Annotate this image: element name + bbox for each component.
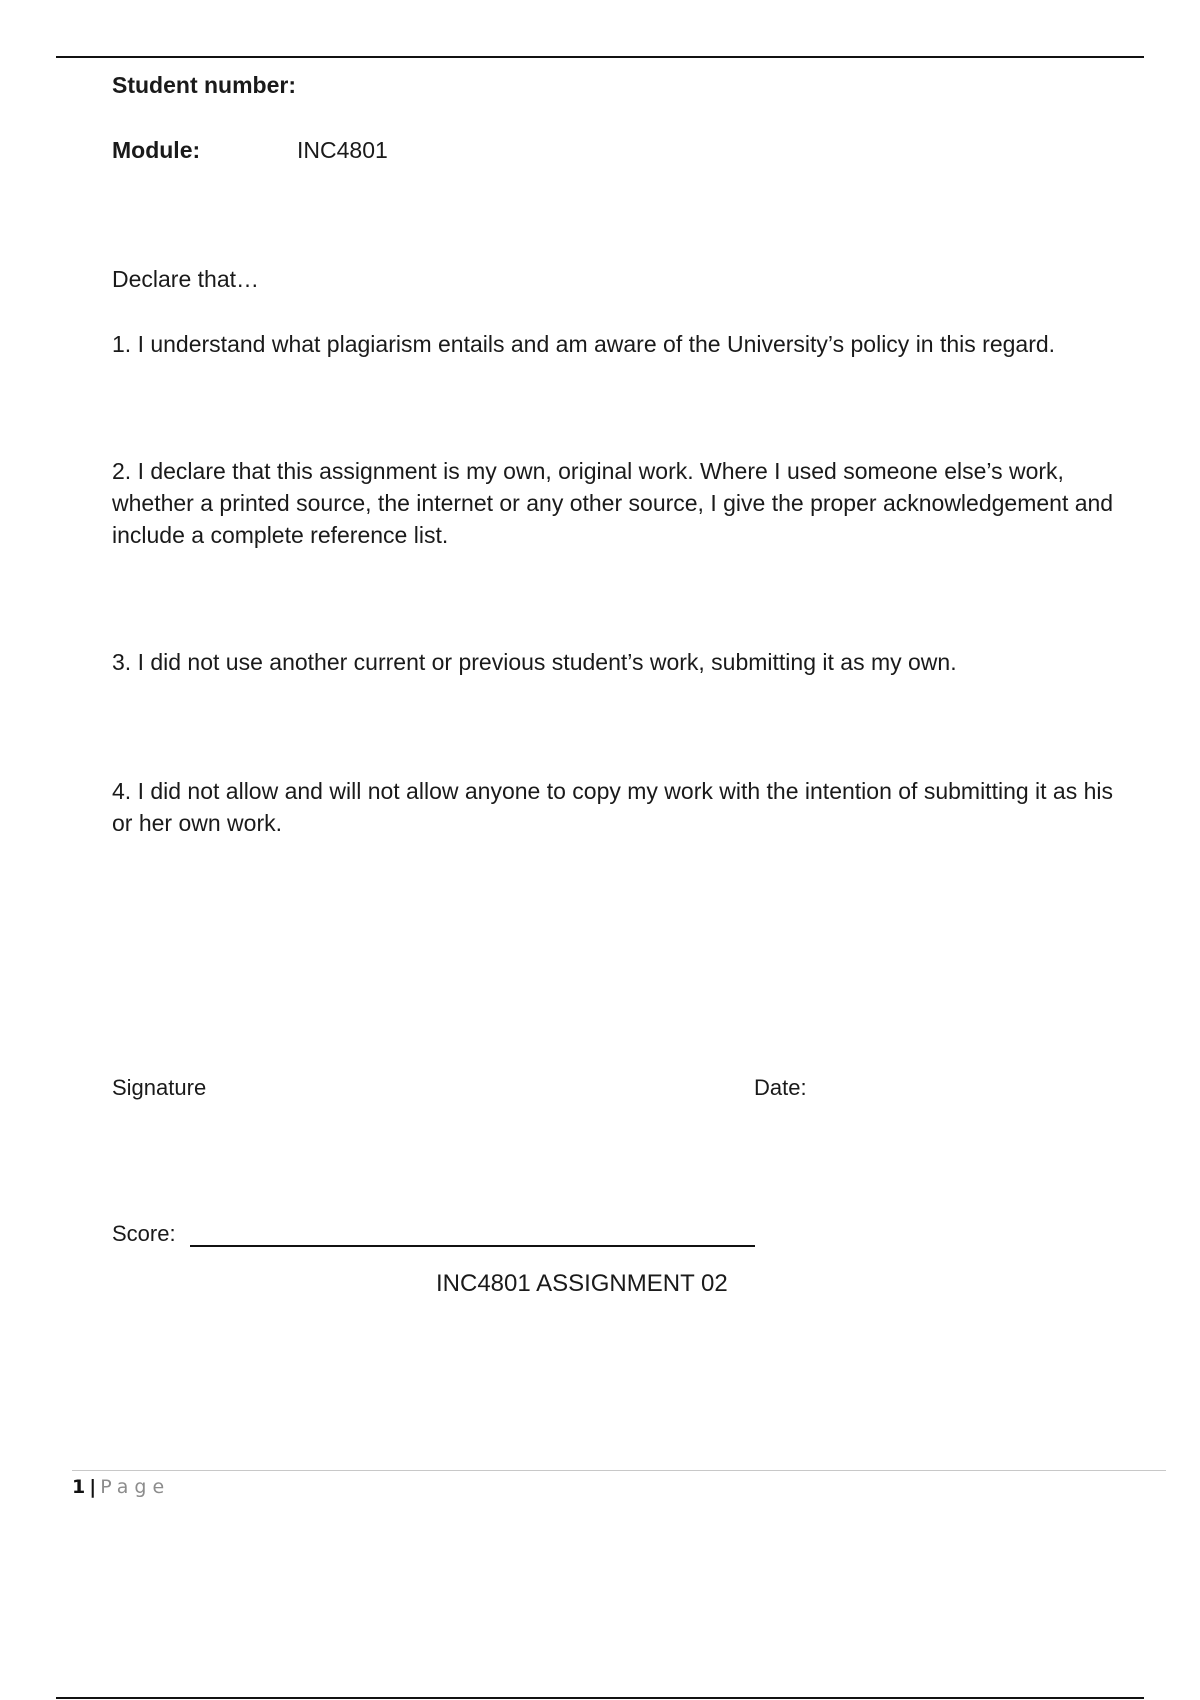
student-number-label: Student number: [112, 72, 296, 98]
top-rule [56, 56, 1144, 58]
page-number: 1 [72, 1476, 86, 1498]
bottom-rule [56, 1697, 1144, 1699]
declaration-item-2: 2. I declare that this assignment is my own, original work. Where I used someone else’s work, whether a printed source, the internet or any other source, I give the proper acknowledgement and include a complete reference list. [112, 458, 1114, 548]
module-value: INC4801 [297, 137, 388, 163]
declaration-item-1: 1. I understand what plagiarism entails and am aware of the University’s policy in this regard. [112, 331, 1056, 357]
date-label: Date: [754, 1075, 807, 1100]
footer-rule [72, 1470, 1166, 1471]
signature-label: Signature [112, 1075, 207, 1100]
page-word: Page [100, 1476, 171, 1498]
score-label: Score: [112, 1221, 176, 1246]
declaration-item-4: 4. I did not allow and will not allow anyone to copy my work with the intention of submitting it as his or her own work. [112, 778, 1114, 836]
declaration-intro: Declare that… [112, 266, 260, 292]
declaration-item-3: 3. I did not use another current or previous student’s work, submitting it as my own. [112, 649, 957, 675]
assignment-title: INC4801 ASSIGNMENT 02 [436, 1270, 728, 1297]
module-label: Module: [112, 137, 201, 163]
page-footer [72, 1474, 170, 1500]
score-blank-line [190, 1245, 755, 1247]
page-separator: | [89, 1476, 97, 1498]
